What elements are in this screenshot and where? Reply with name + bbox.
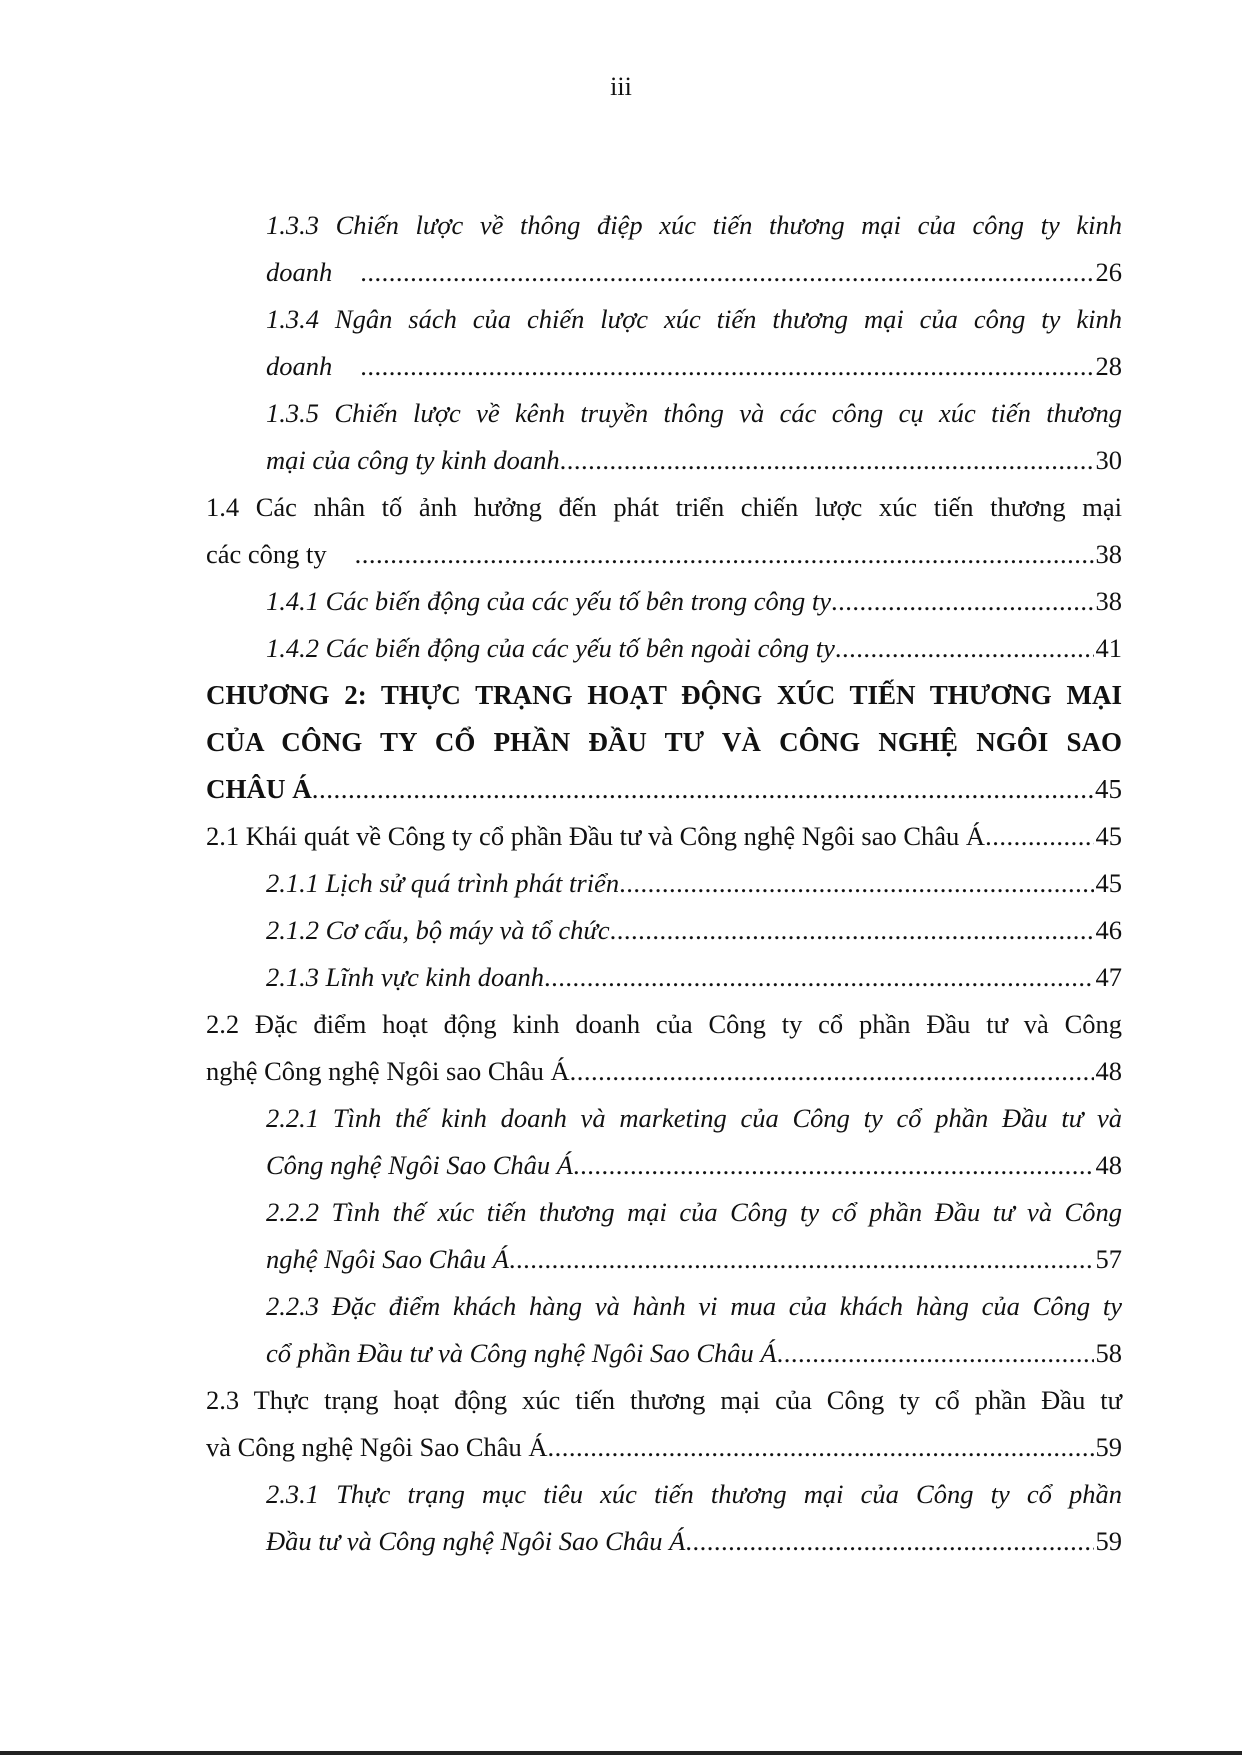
toc-entry-2-1-3[interactable] bbox=[206, 954, 1122, 1001]
dot-leader bbox=[312, 766, 1093, 813]
toc-page-number: 59 bbox=[1095, 1432, 1122, 1462]
toc-entry-text: 2.2.2 Tình thế xúc tiến thương mại của Công ty cổ phần Đầu tư và Công bbox=[266, 1197, 1122, 1227]
toc-page-number: 45 bbox=[1095, 821, 1122, 851]
toc-entry-text: 2.1.1 Lịch sử quá trình phát triển bbox=[266, 868, 620, 898]
toc-page-number: 46 bbox=[1095, 915, 1122, 945]
toc-entry-text: doanh bbox=[266, 351, 333, 381]
toc-entry-text: Công nghệ Ngôi Sao Châu Á bbox=[266, 1150, 573, 1180]
dot-leader bbox=[360, 249, 1093, 296]
dot-leader bbox=[360, 343, 1093, 390]
toc-entry-text: 1.4 Các nhân tố ảnh hưởng đến phát triển chiến lược xúc tiến thương mại bbox=[206, 492, 1122, 522]
dot-leader bbox=[509, 1236, 1094, 1283]
toc-entry-2-1[interactable] bbox=[206, 813, 1122, 860]
toc-entry-1-3-5[interactable] bbox=[206, 390, 1122, 484]
toc-page-number: 28 bbox=[1095, 351, 1122, 381]
dot-leader bbox=[835, 625, 1094, 672]
toc-page-number: 59 bbox=[1095, 1526, 1122, 1556]
toc-page-number: 30 bbox=[1095, 445, 1122, 475]
dot-leader bbox=[544, 954, 1094, 1001]
table-of-contents bbox=[206, 202, 1122, 1565]
toc-entry-2-2-3[interactable] bbox=[206, 1283, 1122, 1377]
toc-entry-2-3-1[interactable] bbox=[206, 1471, 1122, 1565]
toc-page-number: 48 bbox=[1095, 1056, 1122, 1086]
toc-page-number: 38 bbox=[1095, 586, 1122, 616]
toc-entry-chapter-2[interactable] bbox=[206, 672, 1122, 813]
toc-entry-text: mại của công ty kinh doanh bbox=[266, 445, 560, 475]
toc-entry-text: Đầu tư và Công nghệ Ngôi Sao Châu Á bbox=[266, 1526, 686, 1556]
toc-page-number: 41 bbox=[1095, 633, 1122, 663]
toc-entry-text: cổ phần Đầu tư và Công nghệ Ngôi Sao Châu Á bbox=[266, 1338, 777, 1368]
dot-leader bbox=[619, 860, 1093, 907]
toc-entry-text: 2.2.1 Tình thế kinh doanh và marketing của Công ty cổ phần Đầu tư và bbox=[266, 1103, 1122, 1133]
toc-page-number: 45 bbox=[1095, 774, 1122, 804]
bottom-border bbox=[0, 1751, 1242, 1755]
toc-entry-1-3-4[interactable] bbox=[206, 296, 1122, 390]
toc-entry-text: 2.2.3 Đặc điểm khách hàng và hành vi mua của khách hàng của Công ty bbox=[266, 1291, 1122, 1321]
toc-entry-text: nghệ Công nghệ Ngôi sao Châu Á bbox=[206, 1056, 570, 1086]
dot-leader bbox=[560, 437, 1094, 484]
toc-entry-text: CHƯƠNG 2: THỰC TRẠNG HOẠT ĐỘNG XÚC TIẾN THƯƠNG MẠI bbox=[206, 680, 1122, 710]
toc-entry-text: 2.2 Đặc điểm hoạt động kinh doanh của Công ty cổ phần Đầu tư và Công bbox=[206, 1009, 1122, 1039]
toc-entry-text: 1.4.2 Các biến động của các yếu tố bên ngoài công ty bbox=[266, 633, 835, 663]
dot-leader bbox=[570, 1048, 1094, 1095]
toc-entry-text: nghệ Ngôi Sao Châu Á bbox=[266, 1244, 509, 1274]
dot-leader bbox=[573, 1142, 1094, 1189]
toc-entry-text: CỦA CÔNG TY CỔ PHẦN ĐẦU TƯ VÀ CÔNG NGHỆ NGÔI SAO bbox=[206, 727, 1122, 757]
toc-page-number: 57 bbox=[1095, 1244, 1122, 1274]
toc-entry-text: 2.3 Thực trạng hoạt động xúc tiến thương mại của Công ty cổ phần Đầu tư bbox=[206, 1385, 1122, 1415]
toc-entry-2-3[interactable] bbox=[206, 1377, 1122, 1471]
toc-entry-text: 1.4.1 Các biến động của các yếu tố bên trong công ty bbox=[266, 586, 831, 616]
toc-entry-1-4[interactable] bbox=[206, 484, 1122, 578]
dot-leader bbox=[777, 1330, 1094, 1377]
toc-entry-1-4-2[interactable] bbox=[206, 625, 1122, 672]
toc-entry-text: và Công nghệ Ngôi Sao Châu Á bbox=[206, 1432, 548, 1462]
toc-entry-2-2-2[interactable] bbox=[206, 1189, 1122, 1283]
toc-entry-text: các công ty bbox=[206, 539, 327, 569]
dot-leader bbox=[985, 813, 1093, 860]
toc-page-number: 48 bbox=[1095, 1150, 1122, 1180]
toc-entry-text: 1.3.4 Ngân sách của chiến lược xúc tiến thương mại của công ty kinh bbox=[266, 304, 1122, 334]
toc-entry-text: CHÂU Á bbox=[206, 774, 312, 804]
toc-page-number: 45 bbox=[1095, 868, 1122, 898]
toc-entry-2-1-2[interactable] bbox=[206, 907, 1122, 954]
toc-entry-text: 2.1.3 Lĩnh vực kinh doanh bbox=[266, 962, 544, 992]
dot-leader bbox=[610, 907, 1094, 954]
dot-leader bbox=[685, 1518, 1093, 1565]
toc-entry-text: 2.1 Khái quát về Công ty cổ phần Đầu tư và Công nghệ Ngôi sao Châu Á bbox=[206, 821, 986, 851]
dot-leader bbox=[548, 1424, 1094, 1471]
toc-page-number: 47 bbox=[1095, 962, 1122, 992]
dot-leader bbox=[831, 578, 1094, 625]
toc-entry-2-1-1[interactable] bbox=[206, 860, 1122, 907]
toc-page-number: 26 bbox=[1095, 257, 1122, 287]
toc-page-number: 38 bbox=[1095, 539, 1122, 569]
toc-entry-text: 1.3.5 Chiến lược về kênh truyền thông và các công cụ xúc tiến thương bbox=[266, 398, 1122, 428]
page-number: iii bbox=[610, 72, 632, 101]
dot-leader bbox=[355, 531, 1094, 578]
toc-entry-text: 2.3.1 Thực trạng mục tiêu xúc tiến thương mại của Công ty cổ phần bbox=[266, 1479, 1122, 1509]
toc-entry-2-2-1[interactable] bbox=[206, 1095, 1122, 1189]
toc-entry-text: 1.3.3 Chiến lược về thông điệp xúc tiến thương mại của công ty kinh bbox=[266, 210, 1122, 240]
toc-entry-1-4-1[interactable] bbox=[206, 578, 1122, 625]
toc-page-number: 58 bbox=[1095, 1338, 1122, 1368]
toc-entry-2-2[interactable] bbox=[206, 1001, 1122, 1095]
toc-entry-text: doanh bbox=[266, 257, 333, 287]
toc-entry-text: 2.1.2 Cơ cấu, bộ máy và tổ chức bbox=[266, 915, 610, 945]
toc-entry-1-3-3[interactable] bbox=[206, 202, 1122, 296]
